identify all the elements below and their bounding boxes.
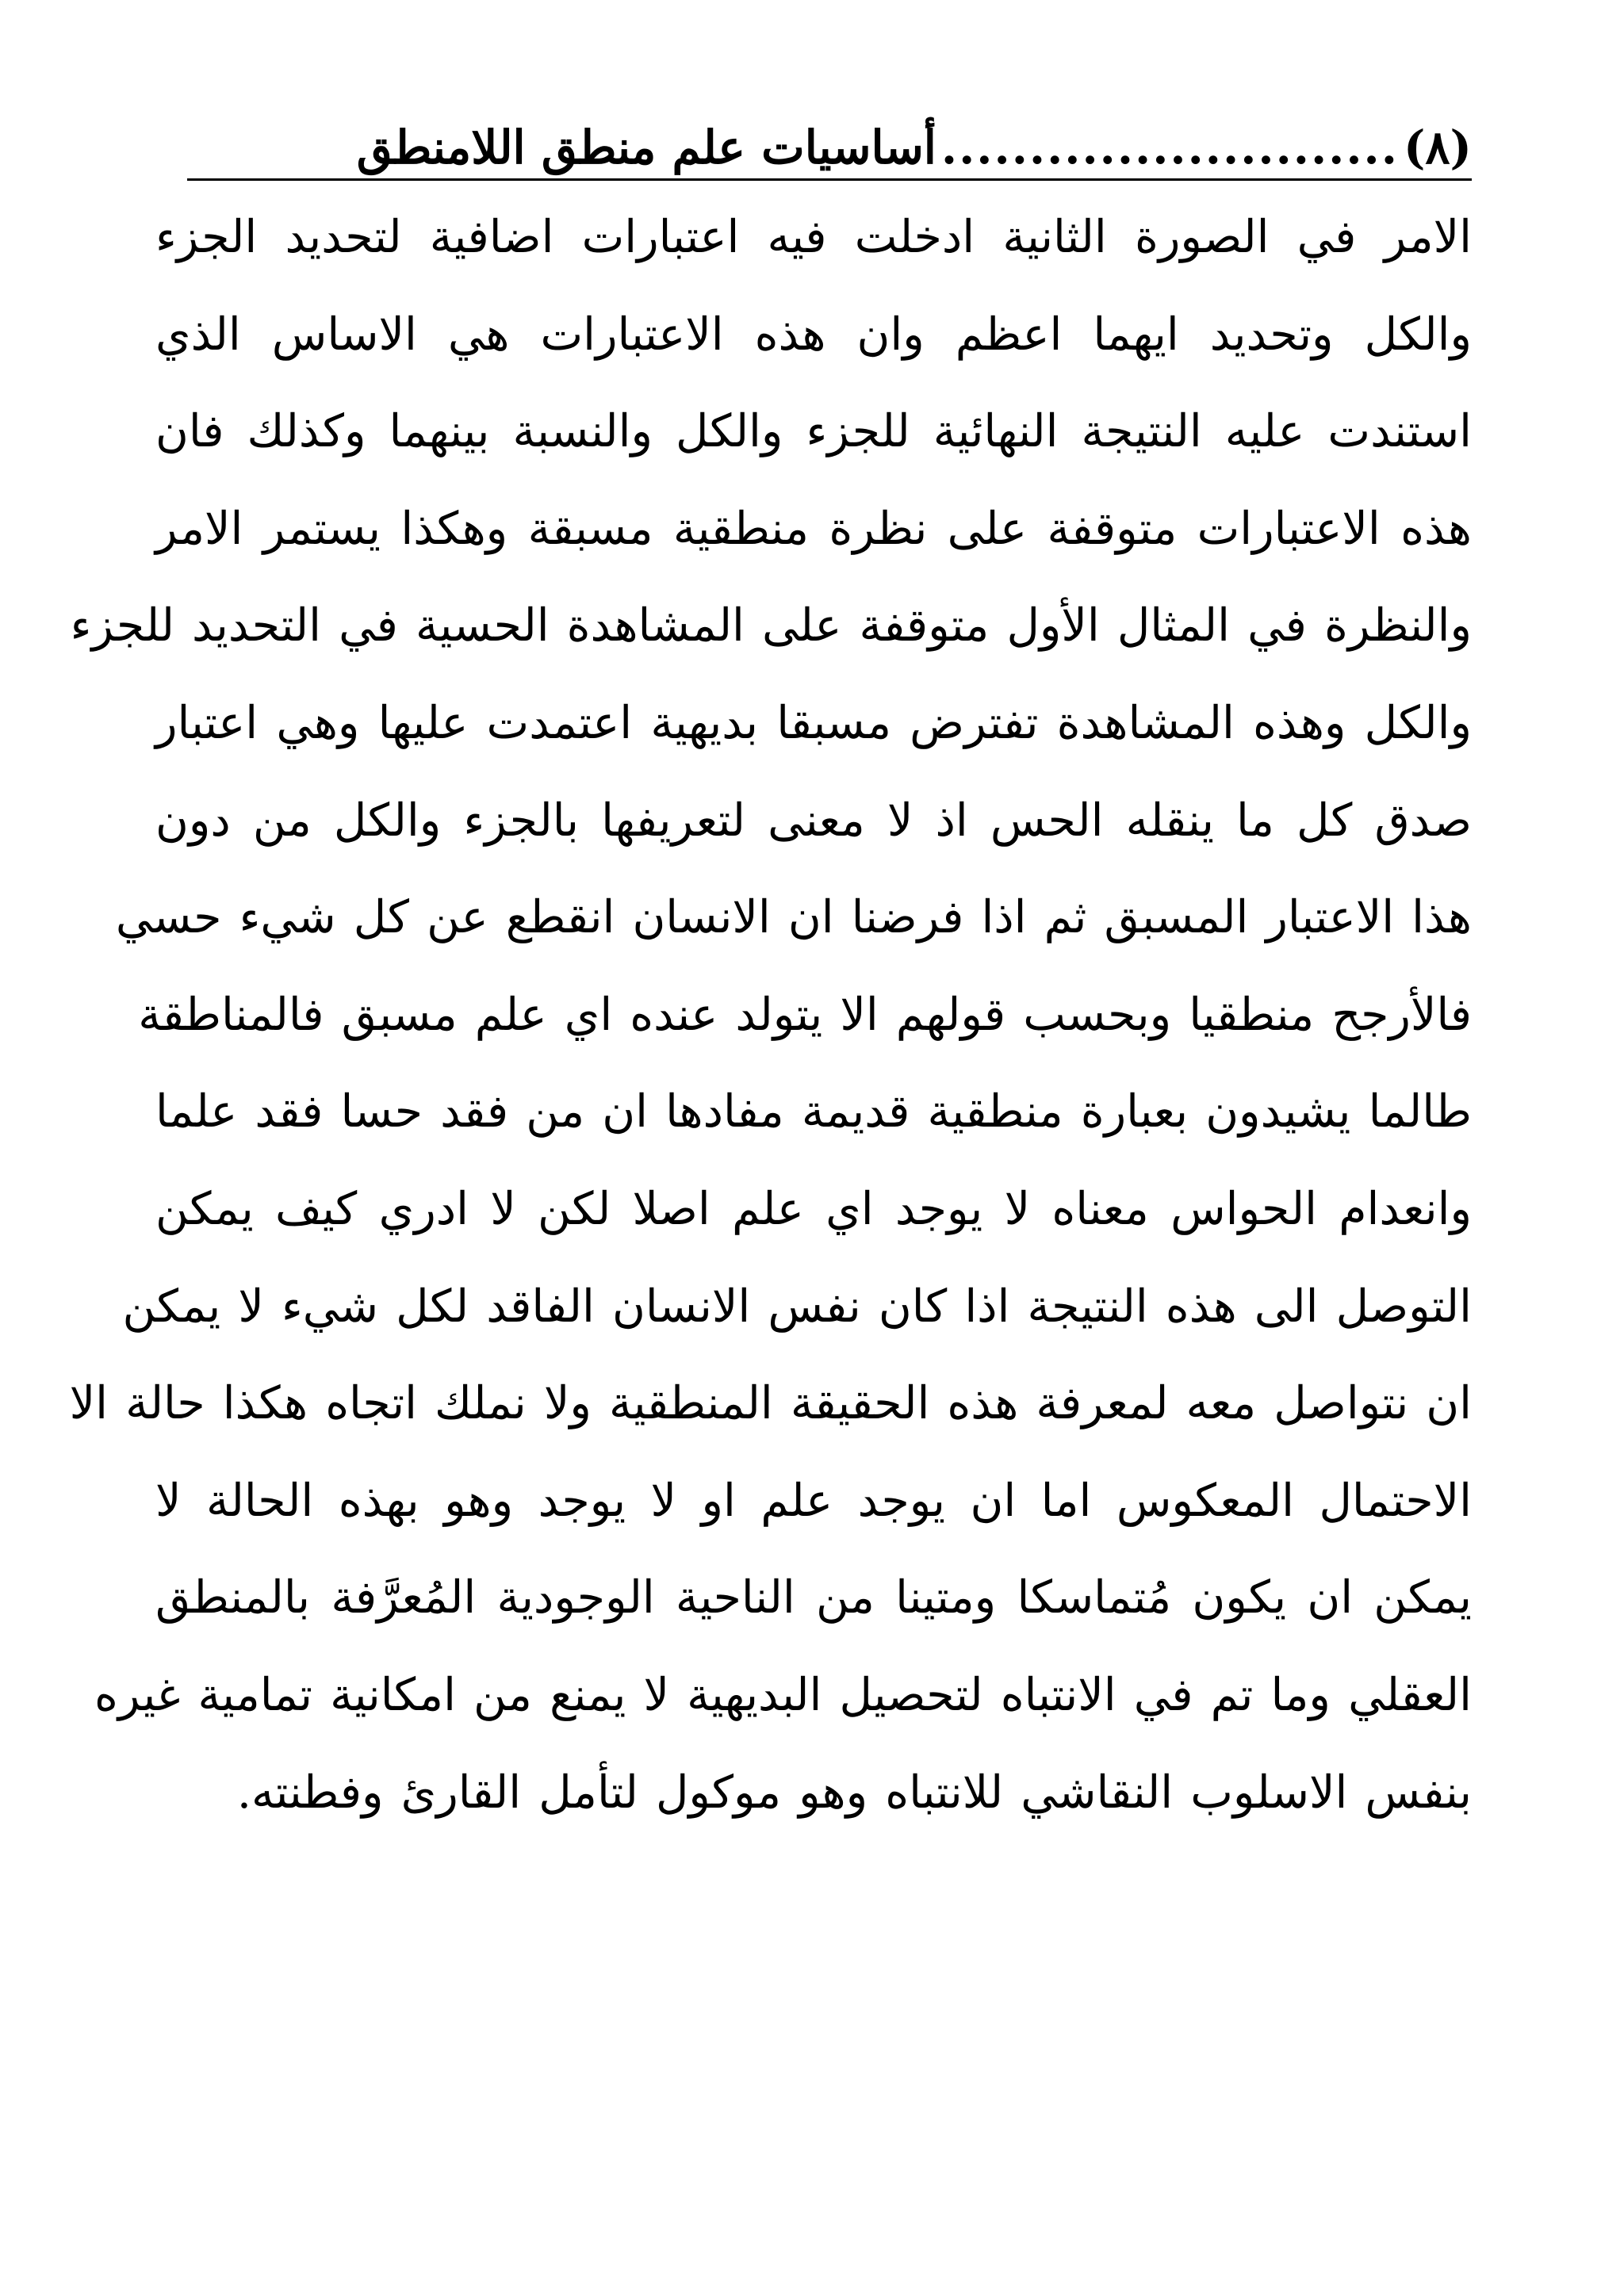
text-line-last: بنفس الاسلوب النقاشي للانتباه وهو موكول لتأمل القارئ وفطنته.: [236, 1766, 1472, 1819]
running-title: أساسيات علم منطق اللامنطق: [356, 121, 936, 174]
header-leader-dots: ..........................: [940, 121, 1399, 174]
text-line: والكل وهذه المشاهدة تفترض مسبقا بديهية اعتمدت عليها وهي اعتبار: [155, 696, 1472, 749]
text-line: فالأرجح منطقيا وبحسب قولهم الا يتولد عنده اي علم مسبق فالمناطقة: [138, 988, 1472, 1041]
page-number: (٨): [1403, 121, 1472, 174]
text-line: استندت عليه النتيجة النهائية للجزء والكل والنسبة بينهما وكذلك فان: [155, 405, 1472, 458]
text-line: والكل وتحديد ايهما اعظم وان هذه الاعتبارات هي الاساس الذي: [155, 308, 1472, 361]
text-line: العقلي وما تم في الانتباه لتحصيل البديهية لا يمنع من امكانية تمامية غيره: [94, 1668, 1472, 1721]
text-line: يمكن ان يكون مُتماسكا ومتينا من الناحية الوجودية المُعرَّفة بالمنطق: [155, 1571, 1472, 1624]
running-header: [187, 108, 1472, 181]
text-line: ان نتواصل معه لمعرفة هذه الحقيقة المنطقية ولا نملك اتجاه هكذا حالة الا: [69, 1377, 1472, 1430]
text-line: هذه الاعتبارات متوقفة على نظرة منطقية مسبقة وهكذا يستمر الامر: [155, 502, 1472, 555]
text-line: صدق كل ما ينقله الحس اذ لا معنى لتعريفها بالجزء والكل من دون: [155, 794, 1472, 847]
text-line: الامر في الصورة الثانية ادخلت فيه اعتبارات اضافية لتحديد الجزء: [155, 211, 1472, 263]
text-line: والنظرة في المثال الأول متوقفة على المشاهدة الحسية في التحديد للجزء: [70, 599, 1472, 652]
text-line: الاحتمال المعكوس اما ان يوجد علم او لا يوجد وهو بهذه الحالة لا: [155, 1474, 1472, 1527]
text-line: وانعدام الحواس معناه لا يوجد اي علم اصلا لكن لا ادري كيف يمكن: [155, 1182, 1472, 1235]
body-paragraph: [69, 189, 1472, 1841]
text-line: هذا الاعتبار المسبق ثم اذا فرضنا ان الانسان انقطع عن كل شيء حسي: [115, 891, 1472, 944]
text-line: التوصل الى هذه النتيجة اذا كان نفس الانسان الفاقد لكل شيء لا يمكن: [122, 1280, 1472, 1333]
text-line: طالما يشيدون بعبارة منطقية قديمة مفادها ان من فقد حسا فقد علما: [155, 1085, 1472, 1138]
